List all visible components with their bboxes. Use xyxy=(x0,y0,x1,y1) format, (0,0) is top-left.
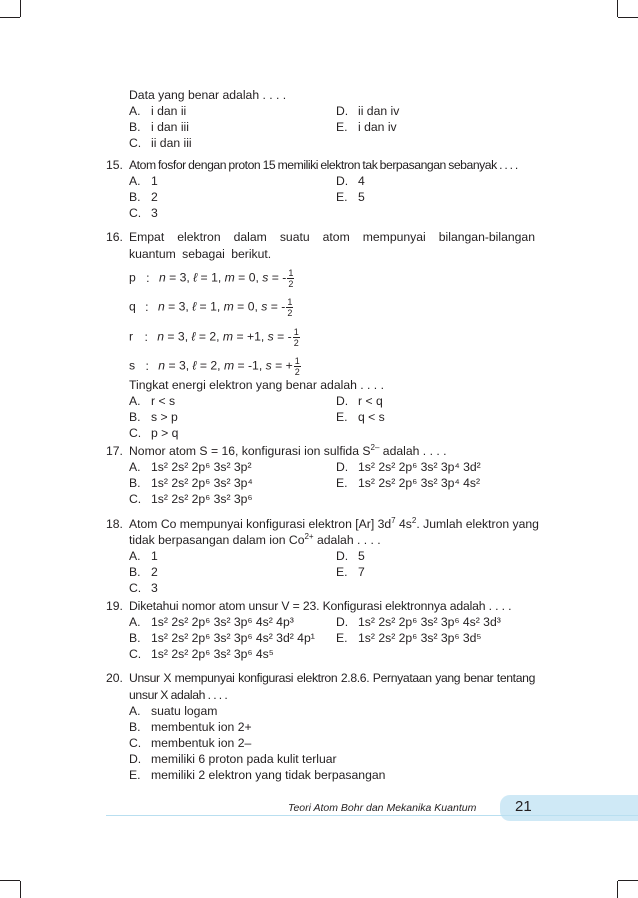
footer-title: Teori Atom Bohr dan Mekanika Kuantum xyxy=(288,802,477,814)
q14-prompt: Data yang benar adalah . . . . xyxy=(129,88,287,102)
s-numerator: 1 xyxy=(293,327,299,337)
q20-option-e-letter: E. xyxy=(129,768,141,782)
s-symbol: s xyxy=(265,358,272,373)
s-denominator: 2 xyxy=(294,367,300,377)
q18-line1-a: Atom Co mempunyai konfigurasi elektron [Ar] 3d xyxy=(129,517,392,531)
n-value: 3 xyxy=(177,329,185,344)
l-value: 1 xyxy=(211,270,218,285)
q18-option-c-letter: C. xyxy=(129,581,142,595)
q20-option-b-letter: B. xyxy=(129,720,141,734)
q18-number: 18. xyxy=(106,517,123,531)
q18-option-d-letter: D. xyxy=(336,549,349,563)
s-fraction xyxy=(286,297,293,318)
q18-option-d-text: 5 xyxy=(358,549,365,563)
colon: : xyxy=(145,358,149,373)
q15-option-a-text: 1 xyxy=(151,174,158,188)
q20-option-e-text: memiliki 2 elektron yang tidak berpasangan xyxy=(151,768,386,782)
eq: = xyxy=(169,270,177,285)
colon: : xyxy=(144,329,148,344)
q19-option-d-text: 1s² 2s² 2p⁶ 3s² 3p⁶ 4s² 3d³ xyxy=(358,615,501,629)
l-symbol: ℓ xyxy=(193,270,198,285)
q19-option-a-text: 1s² 2s² 2p⁶ 3s² 3p⁶ 4s² 4p³ xyxy=(151,615,294,629)
q15-option-e-text: 5 xyxy=(358,190,365,204)
eq: = xyxy=(198,329,206,344)
page-number: 21 xyxy=(515,798,532,815)
q16-option-b-letter: B. xyxy=(129,410,141,424)
eq: = xyxy=(275,358,283,373)
q14-option-e-letter: E. xyxy=(336,120,348,134)
n-symbol: n xyxy=(158,358,166,373)
q18-option-c-text: 3 xyxy=(151,581,158,595)
q16-option-a-letter: A. xyxy=(129,394,141,408)
q14-option-b-letter: B. xyxy=(129,120,141,134)
l-value: 1 xyxy=(210,299,217,314)
s-denominator: 2 xyxy=(293,338,299,348)
s-symbol: s xyxy=(261,299,268,314)
eq: = xyxy=(277,329,285,344)
n-value: 3 xyxy=(178,358,186,373)
q20-option-a-letter: A. xyxy=(129,704,141,718)
q17-option-a-letter: A. xyxy=(129,460,141,474)
q17-option-d-text: 1s² 2s² 2p⁶ 3s² 3p⁴ 3d² xyxy=(358,460,481,474)
n-value: 3 xyxy=(179,270,187,285)
q19-option-e-letter: E. xyxy=(336,631,348,645)
s-sign: + xyxy=(285,358,293,373)
q16-electron-r: r : n = 3, ℓ = 2, m = +1, s = - $\frac{1}{2}$ xyxy=(129,327,299,348)
q15-text: Atom fosfor dengan proton 15 memiliki elektron tak berpasangan sebanyak . . . . xyxy=(129,158,518,172)
eq: = xyxy=(199,299,207,314)
q19-option-b-text: 1s² 2s² 2p⁶ 3s² 3p⁶ 4s² 3d² 4p¹ xyxy=(151,631,315,645)
colon: : xyxy=(145,299,149,314)
q16-text: Empat elektron dalam suatu atom mempunyai bilangan-bilangan kuantum sebagai berikut. xyxy=(129,230,535,261)
q16-option-d-letter: D. xyxy=(336,394,349,408)
q14-option-d-text: ii dan iv xyxy=(358,104,400,118)
q16-option-a-text: r < s xyxy=(151,394,176,408)
q17-option-b-letter: B. xyxy=(129,476,141,490)
s-numerator: 1 xyxy=(287,297,293,307)
n-symbol: n xyxy=(157,329,165,344)
s-fraction xyxy=(293,327,300,348)
electron-label: p xyxy=(129,270,136,285)
q15-option-d-text: 4 xyxy=(358,174,365,188)
q16-option-d-text: r < q xyxy=(358,394,383,408)
q15-option-a-letter: A. xyxy=(129,174,141,188)
q16-option-e-letter: E. xyxy=(336,410,348,424)
q15-option-c-text: 3 xyxy=(151,206,158,220)
colon: : xyxy=(146,270,150,285)
q18-line1-b: 4s xyxy=(395,517,412,531)
eq: = xyxy=(168,358,176,373)
m-value: 0 xyxy=(247,299,255,314)
s-sign: - xyxy=(287,329,292,344)
s-fraction xyxy=(287,268,294,289)
q16-option-b-text: s > p xyxy=(151,410,178,424)
m-symbol: m xyxy=(223,358,235,373)
q15-option-b-text: 2 xyxy=(151,190,158,204)
l-symbol: ℓ xyxy=(192,358,197,373)
q19-number: 19. xyxy=(106,599,123,613)
eq: = xyxy=(200,270,208,285)
m-value: 0 xyxy=(248,270,256,285)
q15-number: 15. xyxy=(106,158,123,172)
electron-label: q xyxy=(129,299,136,314)
q18-line1-sup1: 7 xyxy=(391,515,396,525)
n-symbol: n xyxy=(158,270,166,285)
q17-option-a-text: 1s² 2s² 2p⁶ 3s² 3p² xyxy=(151,460,252,474)
m-symbol: m xyxy=(224,270,235,285)
l-symbol: ℓ xyxy=(192,299,197,314)
q17-option-d-letter: D. xyxy=(336,460,349,474)
q20-option-c-letter: C. xyxy=(129,736,142,750)
q20-option-c-text: membentuk ion 2– xyxy=(151,736,252,750)
q17-text-sup: 2– xyxy=(370,442,380,452)
q19-option-a-letter: A. xyxy=(129,615,141,629)
q18-option-e-text: 7 xyxy=(358,565,365,579)
q17-option-c-letter: C. xyxy=(129,492,142,506)
eq: = xyxy=(238,270,246,285)
q17-option-e-letter: E. xyxy=(336,476,348,490)
l-value: 2 xyxy=(210,358,218,373)
q16-option-c-text: p > q xyxy=(151,426,179,440)
l-symbol: ℓ xyxy=(191,329,196,344)
eq: = xyxy=(237,358,245,373)
q15-option-d-letter: D. xyxy=(336,174,349,188)
q18-option-b-letter: B. xyxy=(129,565,141,579)
m-symbol: m xyxy=(223,299,234,314)
q15-option-e-letter: E. xyxy=(336,190,348,204)
eq: = xyxy=(167,329,175,344)
eq: = xyxy=(236,329,244,344)
q16-option-c-letter: C. xyxy=(129,426,142,440)
l-value: 2 xyxy=(209,329,217,344)
q18-option-e-letter: E. xyxy=(336,565,348,579)
s-denominator: 2 xyxy=(287,308,293,318)
q17-number: 17. xyxy=(106,444,123,458)
q16-electron-p: p : n = 3, ℓ = 1, m = 0, s = - $\frac{1}{2}$ xyxy=(129,268,294,289)
m-value: -1 xyxy=(248,358,259,373)
q14-option-e-text: i dan iv xyxy=(358,120,397,134)
q15-option-b-letter: B. xyxy=(129,190,141,204)
q17-text-b: adalah . . . . xyxy=(379,444,447,458)
q20-option-d-letter: D. xyxy=(129,752,142,766)
q18-line2-a: tidak berpasangan dalam ion Co xyxy=(129,533,305,547)
q17-option-b-text: 1s² 2s² 2p⁶ 3s² 3p⁴ xyxy=(151,476,253,490)
q14-option-c-text: ii dan iii xyxy=(151,136,192,150)
q18-option-b-text: 2 xyxy=(151,565,158,579)
q17-option-e-text: 1s² 2s² 2p⁶ 3s² 3p⁴ 4s² xyxy=(358,476,481,490)
eq: = xyxy=(168,299,176,314)
q17-text xyxy=(129,443,447,459)
q18-line2-sup: 2+ xyxy=(304,531,314,541)
eq: = xyxy=(237,299,245,314)
q20-number: 20. xyxy=(106,671,123,685)
q18-option-a-text: 1 xyxy=(151,549,158,563)
q19-text: Diketahui nomor atom unsur V = 23. Konfigurasi elektronnya adalah . . . . xyxy=(129,599,512,613)
electron-label: s xyxy=(129,358,136,373)
q14-option-b-text: i dan iii xyxy=(151,120,189,134)
q16-prompt: Tingkat energi elektron yang benar adalah . . . . xyxy=(129,378,384,392)
q20-text: Unsur X mempunyai konfigurasi elektron 2.8.6. Pernyataan yang benar tentang unsur X adalah . . . . xyxy=(129,671,535,702)
s-sign: - xyxy=(282,270,287,285)
q18-line-1 xyxy=(129,516,539,532)
q18-line-2 xyxy=(129,532,381,548)
q17-text-a: Nomor atom S = 16, konfigurasi ion sulfida S xyxy=(129,444,371,458)
q19-option-c-letter: C. xyxy=(129,647,142,661)
s-numerator: 1 xyxy=(288,268,294,278)
electron-label: r xyxy=(129,329,134,344)
footer-rule xyxy=(106,815,638,816)
s-symbol: s xyxy=(267,329,274,344)
s-numerator: 1 xyxy=(294,356,300,366)
q20-option-b-text: membentuk ion 2+ xyxy=(151,720,252,734)
q20-option-a-text: suatu logam xyxy=(151,704,218,718)
q18-line2-b: adalah . . . . xyxy=(313,533,381,547)
n-value: 3 xyxy=(178,299,186,314)
eq: = xyxy=(199,358,207,373)
q18-line1-c: . Jumlah elektron yang xyxy=(416,517,539,531)
s-sign: - xyxy=(281,299,286,314)
eq: = xyxy=(270,299,278,314)
q19-option-e-text: 1s² 2s² 2p⁶ 3s² 3p⁶ 3d⁵ xyxy=(358,631,482,645)
q19-option-c-text: 1s² 2s² 2p⁶ 3s² 3p⁶ 4s⁵ xyxy=(151,647,274,661)
s-fraction xyxy=(294,356,301,377)
s-denominator: 2 xyxy=(288,279,294,289)
q19-option-d-letter: D. xyxy=(336,615,349,629)
q20-option-d-text: memiliki 6 proton pada kulit terluar xyxy=(151,752,337,766)
q14-option-c-letter: C. xyxy=(129,136,142,150)
q16-option-e-text: q < s xyxy=(358,410,385,424)
q14-option-d-letter: D. xyxy=(336,104,349,118)
q14-option-a-letter: A. xyxy=(129,104,141,118)
q16-electron-s: s : n = 3, ℓ = 2, m = -1, s = + $\frac{1}{2}$ xyxy=(129,356,300,377)
eq: = xyxy=(271,270,279,285)
q19-option-b-letter: B. xyxy=(129,631,141,645)
n-symbol: n xyxy=(157,299,165,314)
q17-option-c-text: 1s² 2s² 2p⁶ 3s² 3p⁶ xyxy=(151,492,253,506)
q16-number: 16. xyxy=(106,230,123,244)
q18-option-a-letter: A. xyxy=(129,549,141,563)
m-value: +1 xyxy=(246,329,261,344)
q18-line1-sup2: 2 xyxy=(411,515,417,525)
m-symbol: m xyxy=(222,329,234,344)
s-symbol: s xyxy=(262,270,269,285)
q15-option-c-letter: C. xyxy=(129,206,142,220)
q16-electron-q: q : n = 3, ℓ = 1, m = 0, s = - $\frac{1}{2}$ xyxy=(129,297,293,318)
q14-option-a-text: i dan ii xyxy=(151,104,187,118)
